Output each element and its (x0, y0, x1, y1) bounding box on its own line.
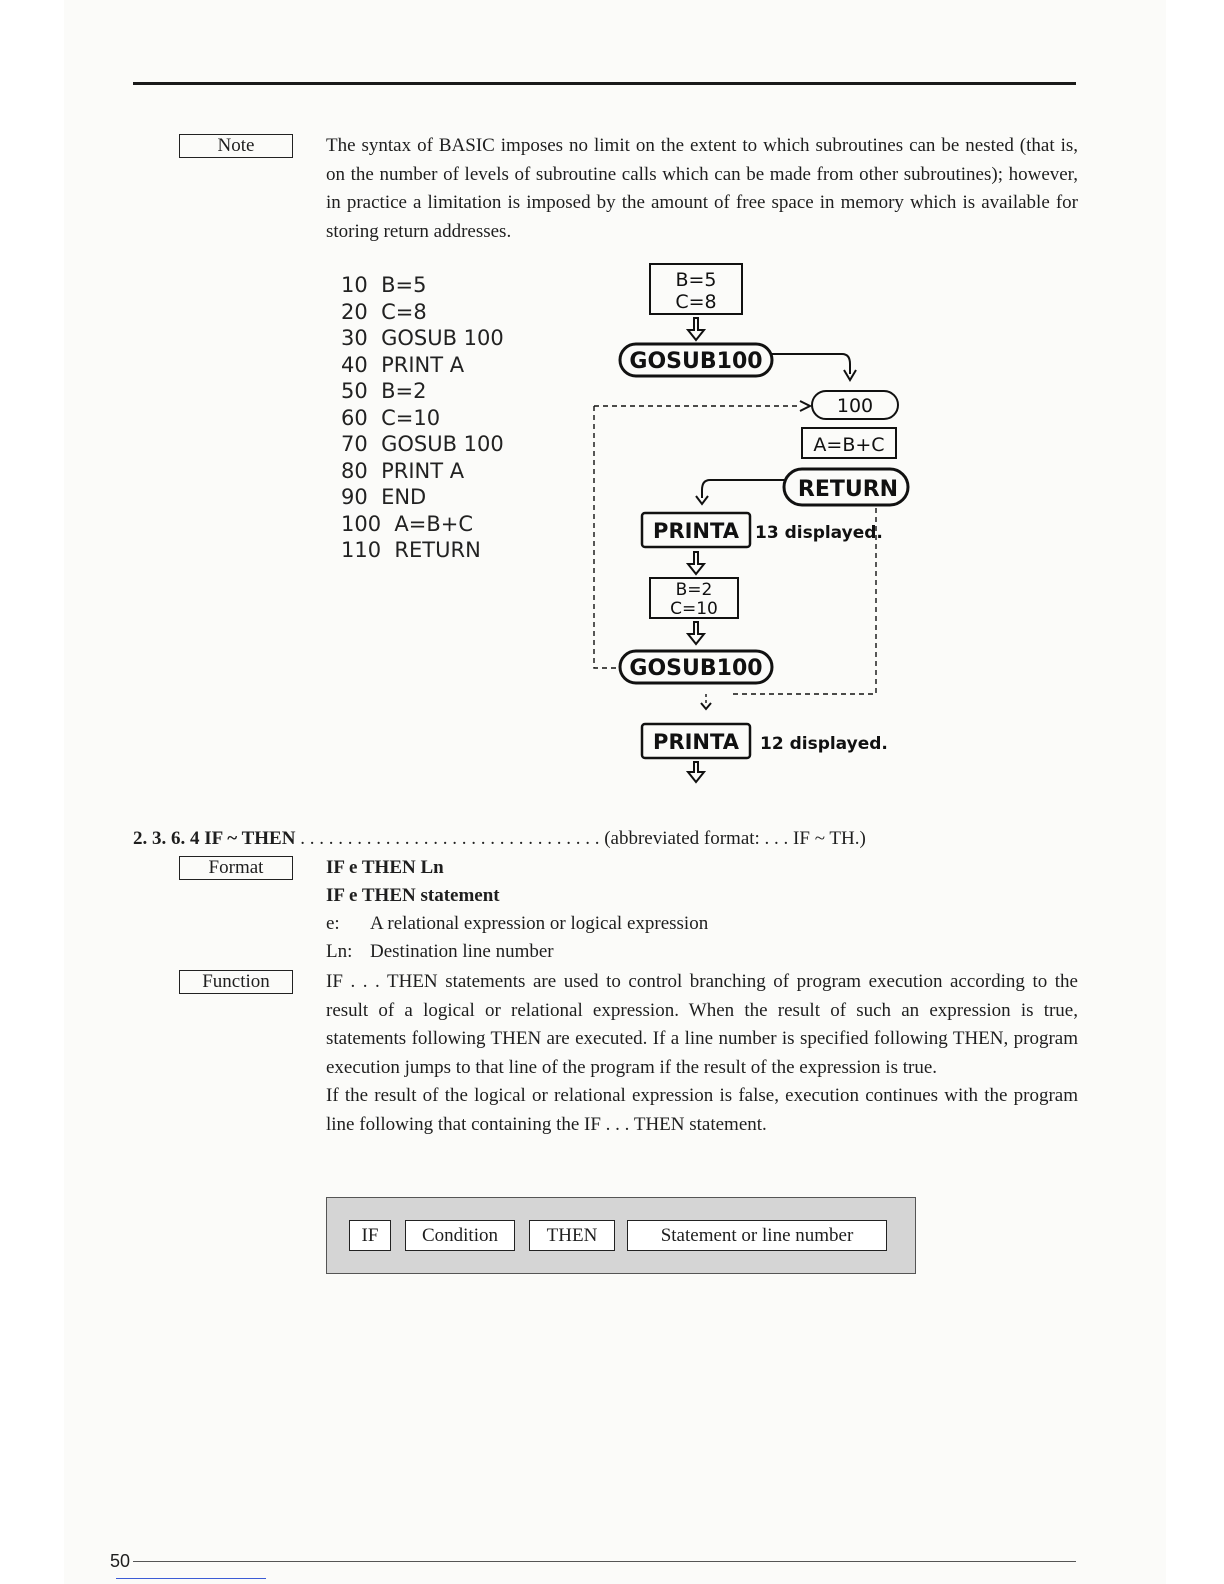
flow-text: C=10 (670, 599, 718, 619)
flow-text: 100 (836, 395, 874, 417)
flow-text: RETURN (797, 477, 899, 502)
down-arrow-icon (688, 622, 704, 644)
flow-text: PRINTA (653, 519, 739, 543)
note-label: Note (179, 134, 293, 158)
note-text (326, 132, 1078, 246)
flow-text: PRINTA (653, 730, 739, 754)
format-lines (326, 854, 708, 966)
note-paragraph: The syntax of BASIC imposes no limit on the extent to which subroutines can be nested (that is, on the number of levels of subroutine calls which can be made from other subroutines); however, in practice a limitation is imposed by the amount of free space in memory which is available for storing return addresses. (326, 135, 1078, 242)
section-abbrev: (abbreviated format: . . . IF ~ TH.) (604, 828, 866, 849)
listing-line: 80 PRINT A (341, 458, 465, 483)
function-text (326, 968, 1078, 1139)
syntax-if: IF (349, 1220, 391, 1251)
flow-text: A=B+C (813, 434, 885, 456)
listing-line: 40 PRINT A (341, 352, 465, 377)
syntax-then: THEN (529, 1220, 615, 1251)
down-arrow-icon (688, 762, 704, 782)
flow-text: C=8 (675, 291, 717, 313)
definition-key: e: (326, 913, 340, 934)
page-number: 50 (110, 1551, 131, 1571)
definition-text: A relational expression or logical expression (370, 913, 709, 934)
section-number: 2. 3. 6. 4 (133, 828, 200, 849)
syntax-condition: Condition (405, 1220, 515, 1251)
format-label: Format (179, 856, 293, 880)
section-heading (133, 828, 1013, 850)
footer-blue-line (116, 1578, 266, 1579)
function-paragraph: If the result of the logical or relational expression is false, execution continues with the program line following that containing the IF . . . THEN statement. (326, 1085, 1078, 1135)
function-paragraph: IF . . . THEN statements are used to control branching of program execution according to the result of a logical or relational expression. When the result of such an expression is true, statements following THEN are executed. If a line number is specified following THEN, program execution jumps to that line of the program if the result of the expression is true. (326, 971, 1078, 1078)
down-arrow-icon (688, 318, 704, 340)
right-arrow-icon (800, 401, 810, 411)
syntax-diagram (326, 1197, 916, 1274)
gosub-flowchart (590, 258, 920, 788)
leader-dots: . . . . . . . . . . . . . . . . . . . . . . . . . . . . . . . . (295, 828, 605, 849)
flow-text: GOSUB100 (629, 656, 763, 681)
listing-line: 30 GOSUB 100 (341, 326, 504, 350)
definition-text: Destination line number (370, 941, 554, 962)
flow-connector (772, 354, 850, 374)
listing-line: 110 RETURN (341, 538, 481, 562)
definition-ln (326, 938, 708, 966)
top-rule (133, 82, 1076, 85)
listing-line: 60 C=10 (341, 405, 441, 430)
flow-text: GOSUB100 (629, 349, 763, 374)
syntax-target: Statement or line number (627, 1220, 887, 1251)
program-listing (341, 272, 504, 564)
down-arrow-icon (688, 552, 704, 574)
listing-line: 10 B=5 (341, 273, 427, 297)
down-arrow-icon (701, 703, 711, 709)
listing-line: 70 GOSUB 100 (341, 432, 504, 456)
function-label: Function (179, 970, 293, 994)
listing-line: 90 END (341, 485, 427, 509)
definition-e (326, 910, 708, 938)
flow-text: B=5 (675, 269, 717, 291)
flow-dashed-path (594, 406, 619, 668)
format-line: IF e THEN statement (326, 885, 500, 906)
flow-connector (702, 480, 784, 498)
definition-key: Ln: (326, 941, 353, 962)
flow-text: 13 displayed. (755, 523, 883, 543)
bottom-rule (133, 1561, 1076, 1562)
section-title: IF ~ THEN (204, 828, 296, 849)
listing-line: 50 B=2 (341, 379, 427, 403)
listing-line: 20 C=8 (341, 299, 427, 324)
format-line: IF e THEN Ln (326, 857, 444, 878)
flow-text: B=2 (675, 580, 713, 600)
flow-text: 12 displayed. (760, 734, 888, 754)
listing-line: 100 A=B+C (341, 511, 474, 536)
